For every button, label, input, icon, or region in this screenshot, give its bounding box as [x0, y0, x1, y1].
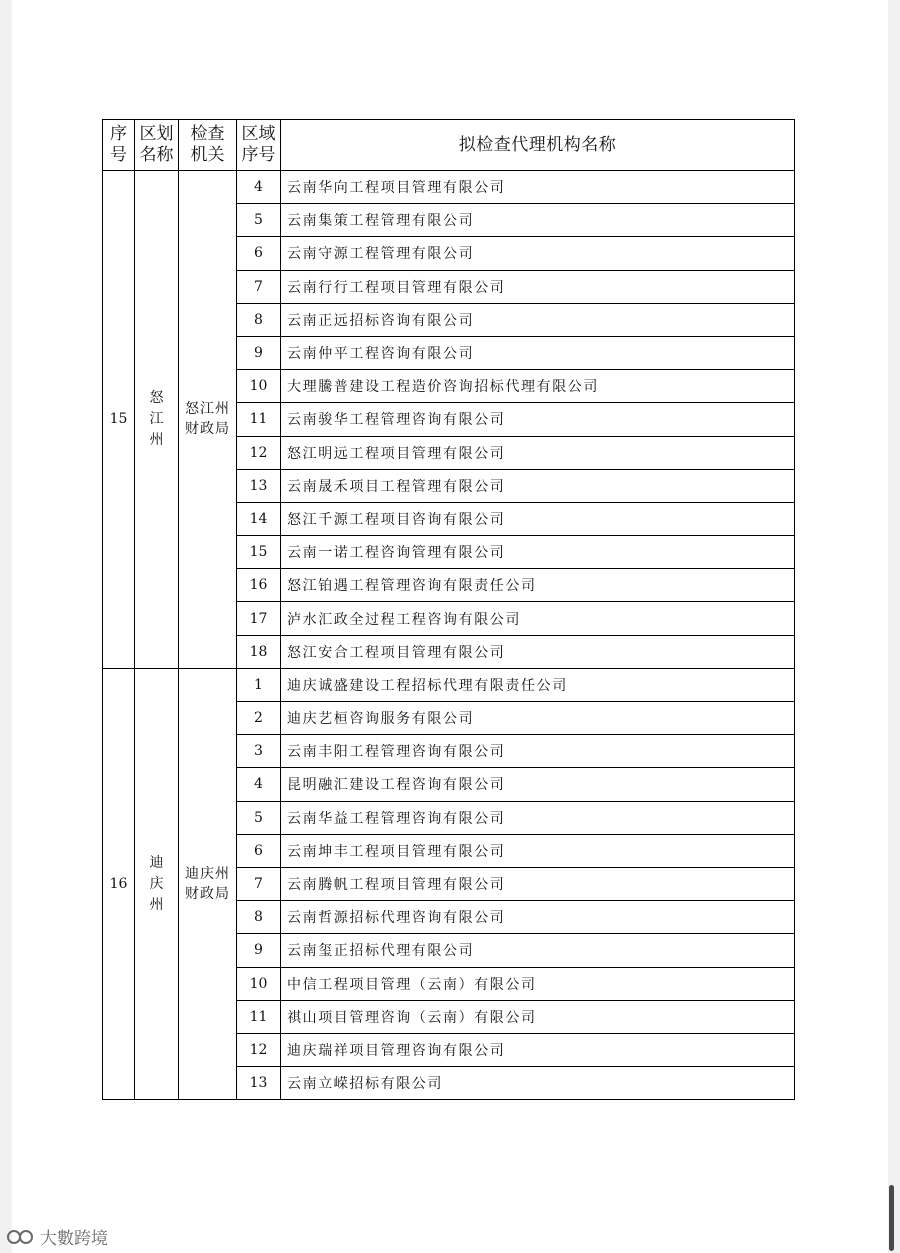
area-seq-cell: 8: [237, 303, 281, 336]
area-seq-cell: 10: [237, 370, 281, 403]
area-seq-cell: 10: [237, 967, 281, 1000]
org-name-cell: 昆明融汇建设工程咨询有限公司: [281, 768, 795, 801]
area-seq-cell: 6: [237, 237, 281, 270]
group-seq: 15: [103, 171, 135, 669]
org-name-cell: 云南集策工程管理有限公司: [281, 204, 795, 237]
org-name-cell: 云南玺正招标代理有限公司: [281, 934, 795, 967]
region-name-text: 迪庆州: [149, 854, 164, 913]
area-seq-cell: 2: [237, 702, 281, 735]
area-seq-cell: 13: [237, 1067, 281, 1100]
agency-line-1: 迪庆州: [185, 866, 230, 883]
org-name-cell: 怒江千源工程项目咨询有限公司: [281, 502, 795, 535]
header-region: 区划 名称: [135, 120, 179, 171]
table-header-row: [103, 120, 795, 171]
header-org-name: 拟检查代理机构名称: [281, 120, 795, 171]
org-name-cell: 中信工程项目管理（云南）有限公司: [281, 967, 795, 1000]
area-seq-cell: 4: [237, 171, 281, 204]
region-name: [135, 668, 179, 1099]
org-name-cell: 云南立嵘招标有限公司: [281, 1067, 795, 1100]
org-name-cell: 云南行行工程项目管理有限公司: [281, 270, 795, 303]
org-name-cell: 泸水汇政全过程工程咨询有限公司: [281, 602, 795, 635]
inspection-agency: [179, 171, 237, 669]
org-name-cell: 云南华向工程项目管理有限公司: [281, 171, 795, 204]
header-agency: 检查 机关: [179, 120, 237, 171]
area-seq-cell: 9: [237, 934, 281, 967]
area-seq-cell: 14: [237, 502, 281, 535]
org-name-cell: 迪庆诚盛建设工程招标代理有限责任公司: [281, 668, 795, 701]
area-seq-cell: 9: [237, 336, 281, 369]
area-seq-cell: 11: [237, 403, 281, 436]
area-seq-cell: 5: [237, 204, 281, 237]
watermark: [6, 1224, 108, 1249]
area-seq-cell: 18: [237, 635, 281, 668]
area-seq-cell: 11: [237, 1000, 281, 1033]
org-name-cell: 云南仲平工程咨询有限公司: [281, 336, 795, 369]
org-name-cell: 迪庆瑞祥项目管理咨询有限公司: [281, 1033, 795, 1066]
area-seq-cell: 4: [237, 768, 281, 801]
watermark-text: 大數跨境: [40, 1229, 108, 1249]
table-row: [103, 171, 795, 204]
org-name-cell: 怒江明远工程项目管理有限公司: [281, 436, 795, 469]
area-seq-cell: 16: [237, 569, 281, 602]
org-name-cell: 迪庆艺桓咨询服务有限公司: [281, 702, 795, 735]
area-seq-cell: 7: [237, 270, 281, 303]
table-row: [103, 668, 795, 701]
area-seq-cell: 1: [237, 668, 281, 701]
region-name: [135, 171, 179, 669]
org-name-cell: 怒江安合工程项目管理有限公司: [281, 635, 795, 668]
agency-line-2: 财政局: [185, 421, 230, 438]
org-name-cell: 云南坤丰工程项目管理有限公司: [281, 834, 795, 867]
org-name-cell: 云南哲源招标代理咨询有限公司: [281, 901, 795, 934]
area-seq-cell: 6: [237, 834, 281, 867]
org-name-cell: 祺山项目管理咨询（云南）有限公司: [281, 1000, 795, 1033]
agency-line-1: 怒江州: [185, 401, 230, 418]
area-seq-cell: 12: [237, 436, 281, 469]
org-name-cell: 云南一诺工程咨询管理有限公司: [281, 536, 795, 569]
area-seq-cell: 5: [237, 801, 281, 834]
org-name-cell: 云南丰阳工程管理咨询有限公司: [281, 735, 795, 768]
agency-line-2: 财政局: [185, 886, 230, 903]
header-seq: 序 号: [103, 120, 135, 171]
org-name-cell: 云南骏华工程管理咨询有限公司: [281, 403, 795, 436]
area-seq-cell: 7: [237, 867, 281, 900]
area-seq-cell: 12: [237, 1033, 281, 1066]
org-name-cell: 云南华益工程管理咨询有限公司: [281, 801, 795, 834]
agency-inspection-table: [102, 119, 795, 1100]
header-area-seq: 区域 序号: [237, 120, 281, 171]
area-seq-cell: 13: [237, 469, 281, 502]
area-seq-cell: 15: [237, 536, 281, 569]
org-name-cell: 大理騰普建设工程造价咨询招标代理有限公司: [281, 370, 795, 403]
org-name-cell: 云南守源工程管理有限公司: [281, 237, 795, 270]
inspection-agency: [179, 668, 237, 1099]
org-name-cell: 云南正远招标咨询有限公司: [281, 303, 795, 336]
area-seq-cell: 8: [237, 901, 281, 934]
org-name-cell: 云南腾帆工程项目管理有限公司: [281, 867, 795, 900]
org-name-cell: 怒江铂遇工程管理咨询有限责任公司: [281, 569, 795, 602]
group-seq: 16: [103, 668, 135, 1099]
area-seq-cell: 3: [237, 735, 281, 768]
org-name-cell: 云南晟禾项目工程管理有限公司: [281, 469, 795, 502]
region-name-text: 怒江州: [149, 389, 164, 448]
brand-logo-icon: [6, 1227, 36, 1247]
area-seq-cell: 17: [237, 602, 281, 635]
scrollbar[interactable]: [889, 1185, 894, 1251]
